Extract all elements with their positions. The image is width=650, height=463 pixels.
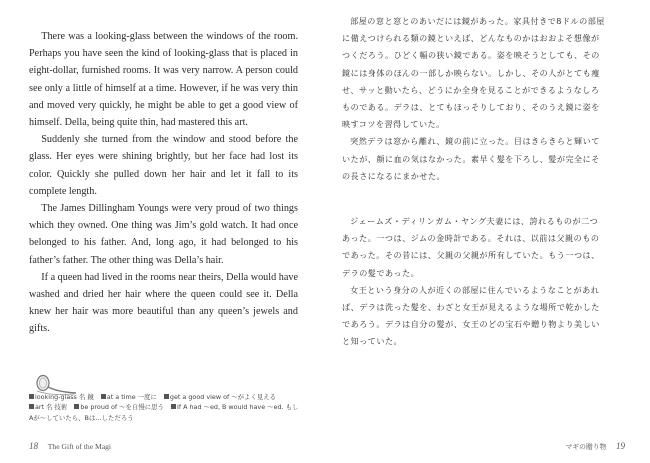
japanese-paragraph: 女王という身分の人が近くの部屋に住んでいるようなことがあれば、デラは洗った髪を、わざと女王が見えるような場所で乾かしたであろう。デラは自分の髪が、女王のどの宝石や贈り物より美しいと知っていた。 (342, 284, 600, 347)
english-paragraph: There was a looking-glass between the windows of the room. Perhaps you have seen the kind of looking-glass that is placed in eight-dollar, furnished rooms. It was very narrow. A person could see only a little of himself at a time. However, if he was very thin and moved very quickly, he might be able to get a good view of himself. Della, being quite thin, had mastered this art. (29, 31, 298, 129)
english-story-text (29, 28, 298, 338)
glossary-entry: be proud of ～を自慢に思う (74, 403, 164, 411)
bullet-square-icon (101, 394, 106, 399)
english-paragraph: Suddenly she turned from the window and stood before the glass. Her eyes were shining brightly, but her face had lost its color. Quickly she pulled down her hair and let it fall to its complete length. (29, 134, 298, 197)
glossary-entry: get a good view of ～がよく見える (164, 393, 276, 401)
bullet-square-icon (29, 404, 34, 409)
bullet-square-icon (164, 394, 169, 399)
english-paragraph: If a queen had lived in the rooms near theirs, Della would have washed and dried her hair where the queen could see it. Della knew her hair was more beautiful than any queen’s jewels and gifts. (29, 271, 298, 335)
left-page-footer (29, 441, 111, 451)
page-number: 18 (29, 441, 38, 451)
paragraph-gap (342, 185, 605, 213)
japanese-translation-text (342, 13, 605, 351)
page-number: 19 (616, 441, 625, 451)
running-title: マギの贈り物 (565, 444, 607, 451)
glossary-entry: art 名 技術 (29, 403, 67, 411)
right-page-footer (566, 441, 625, 451)
japanese-paragraph: ジェームズ・ディリンガム・ヤング夫妻には、誇れるものが二つあった。一つは、ジムの金時計である。それは、以前は父親のものであった。その昔には、父親の父親が所有していた。もう一つは、デラの髪であった。 (342, 216, 600, 278)
glossary-entry: at a time 一度に (101, 393, 157, 401)
running-title: The Gift of the Magi (47, 442, 112, 451)
bullet-square-icon (29, 394, 34, 399)
glossary-entry: looking-glass 名 鏡 (29, 393, 94, 401)
bullet-square-icon (74, 404, 79, 409)
english-paragraph: The James Dillingham Youngs were very proud of two things which they owned. One thing was Jim’s gold watch. It had once belonged to his father. And, long ago, it had belonged to his father’s father. The other thing was Della’s hair. (29, 203, 298, 266)
right-page (325, 0, 650, 463)
japanese-paragraph: 部屋の窓と窓とのあいだには鏡があった。家具付きで8ドルの部屋に備えつけられる類の鏡といえば、どんなものかはおおよそ想像がつくだろう。ひどく幅の狭い鏡である。姿を映そうとしても、その鏡には身体のほんの一部しか映らない。しかし、その人がとても痩せ、サッと動いたら、どうにか全身を見ることができるようなしろものである。デラは、とてもほっそりしており、そのうえ鏡に姿を映すコツを習得していた。 (342, 16, 605, 130)
japanese-paragraph: 突然デラは窓から離れ、鏡の前に立った。目はきらきらと輝いていたが、顔に血の気はなかった。素早く髪を下ろし、髪が完全にその長さになるにまかせた。 (342, 136, 600, 181)
bullet-square-icon (171, 404, 176, 409)
vocabulary-glossary (29, 392, 301, 423)
glossary-entry: If A had ～ed, B would have ～ed. もしAが～していたら、Bは…しただろう (29, 403, 299, 422)
